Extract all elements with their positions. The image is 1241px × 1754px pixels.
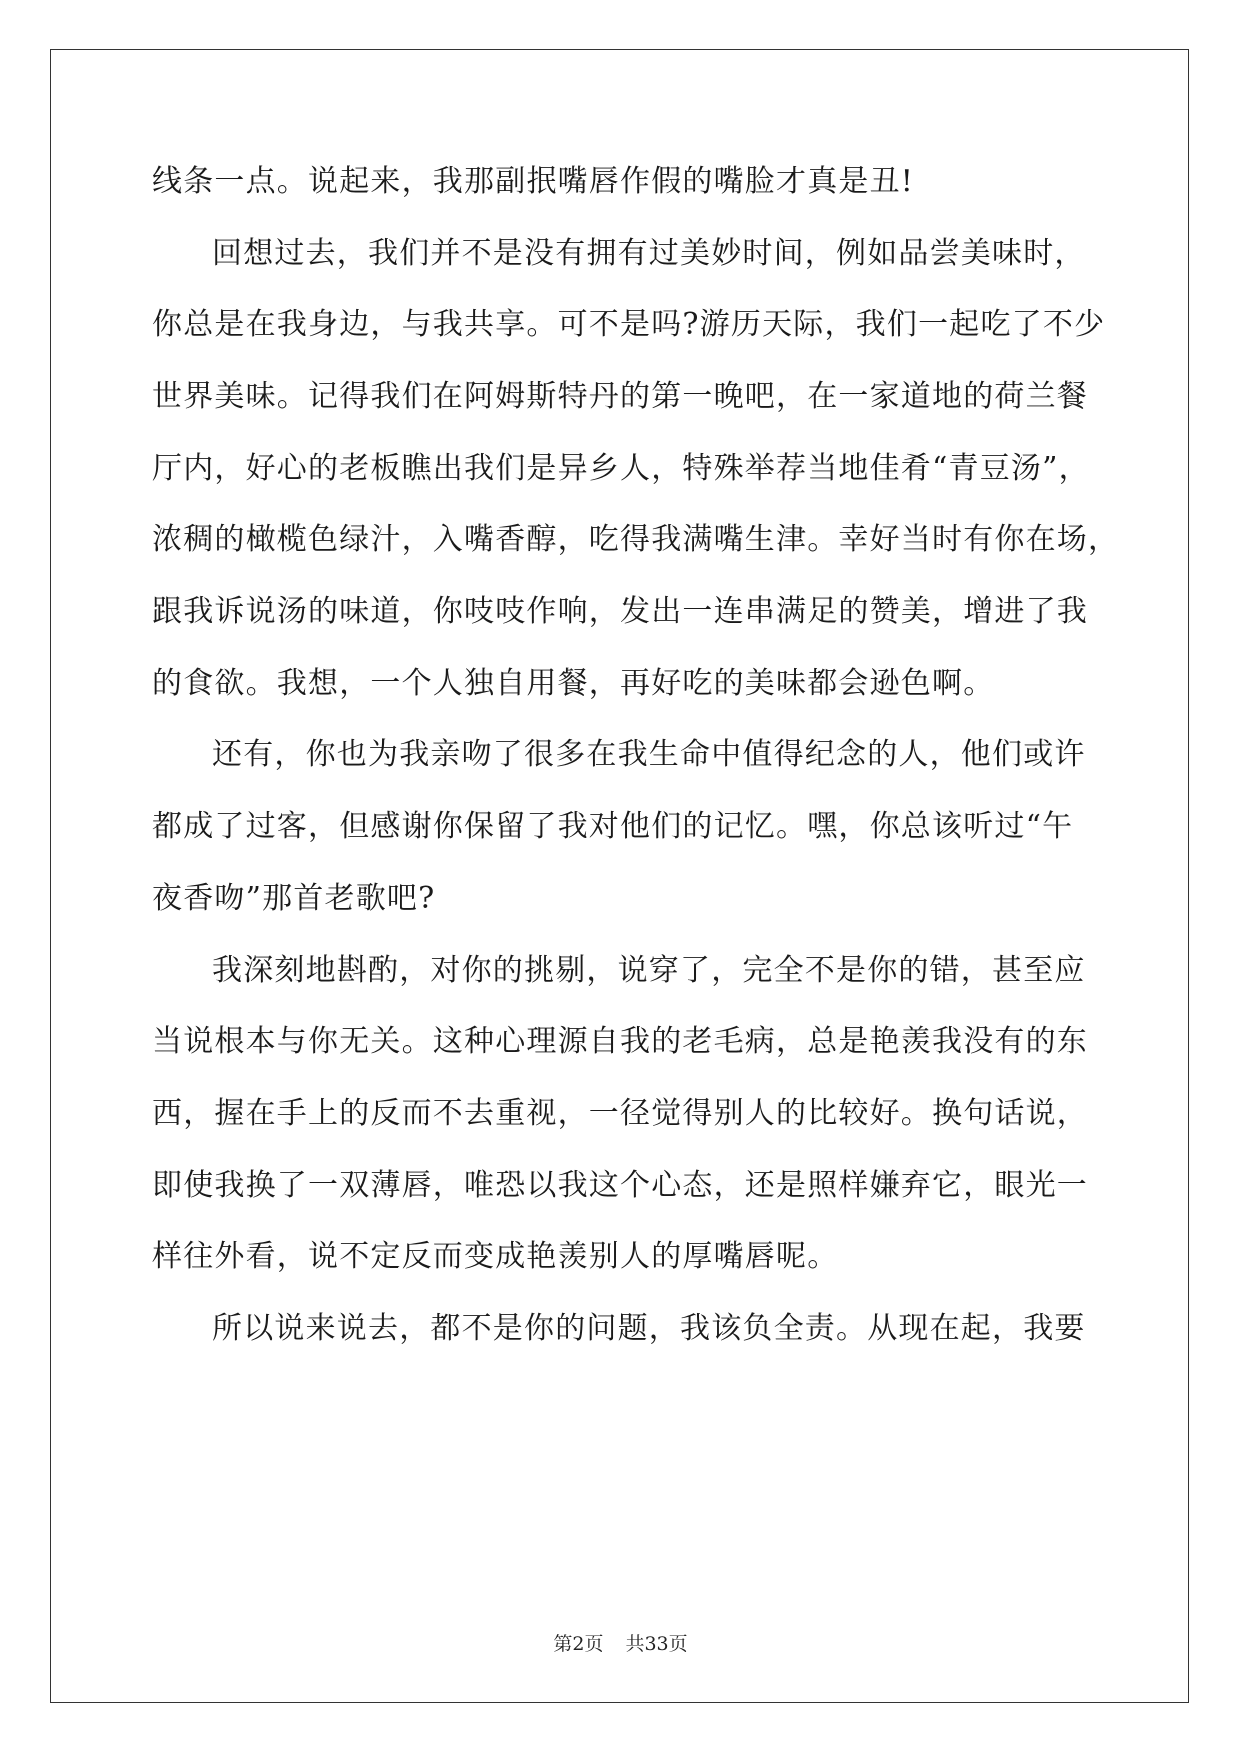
text-line: 所以说来说去，都不是你的问题，我该负全责。从现在起，我要	[212, 1311, 1086, 1346]
text-line: 即使我换了一双薄唇，唯恐以我这个心态，还是照样嫌弃它，眼光一	[152, 1168, 1088, 1203]
text-line: 西，握在手上的反而不去重视，一径觉得别人的比较好。换句话说，	[152, 1096, 1088, 1131]
text-line: 你总是在我身边，与我共享。可不是吗?游历天际，我们一起吃了不少	[152, 307, 1106, 342]
text-line: 都成了过客，但感谢你保留了我对他们的记忆。嘿，你总该听过“午	[152, 809, 1074, 844]
text-line: 夜香吻”那首老歌吧?	[152, 881, 436, 916]
page-number: 第2页	[553, 1633, 604, 1655]
text-line: 样往外看，说不定反而变成艳羡别人的厚嘴唇呢。	[152, 1239, 839, 1274]
text-line: 的食欲。我想，一个人独自用餐，再好吃的美味都会逊色啊。	[152, 666, 995, 701]
page-border	[50, 49, 1189, 1703]
text-line: 回想过去，我们并不是没有拥有过美妙时间，例如品尝美味时，	[212, 236, 1086, 271]
page-total: 共33页	[625, 1633, 688, 1655]
text-line: 当说根本与你无关。这种心理源自我的老毛病，总是艳羡我没有的东	[152, 1024, 1088, 1059]
text-line: 还有，你也为我亲吻了很多在我生命中值得纪念的人，他们或许	[212, 737, 1086, 772]
text-line: 我深刻地斟酌，对你的挑剔，说穿了，完全不是你的错，甚至应	[212, 953, 1086, 988]
text-line: 浓稠的橄榄色绿汁，入嘴香醇，吃得我满嘴生津。幸好当时有你在场，	[152, 522, 1120, 557]
text-line: 跟我诉说汤的味道，你吱吱作响，发出一连串满足的赞美，增进了我	[152, 594, 1088, 629]
text-line: 线条一点。说起来，我那副抿嘴唇作假的嘴脸才真是丑!	[152, 164, 915, 199]
text-line: 世界美味。记得我们在阿姆斯特丹的第一晚吧，在一家道地的荷兰餐	[152, 379, 1088, 414]
text-line: 厅内，好心的老板瞧出我们是异乡人，特殊举荐当地佳肴“青豆汤”，	[152, 451, 1090, 486]
page-footer	[0, 1632, 1241, 1656]
